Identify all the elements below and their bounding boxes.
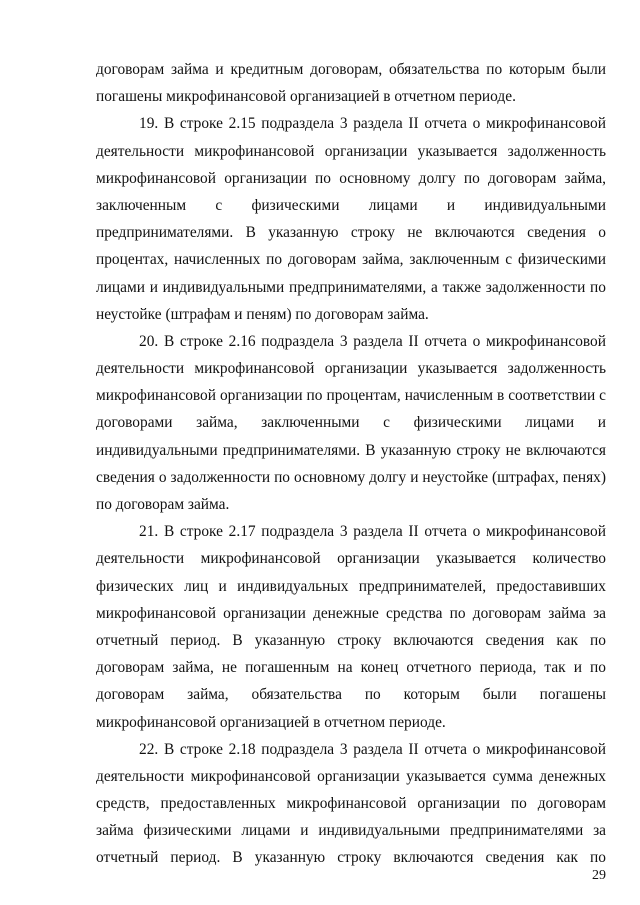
text-line: займа физическими лицами и индивидуальными предпринимателями за — [96, 822, 606, 840]
text-line: 19. В строке 2.15 подраздела 3 раздела II отчета о микрофинансовой — [139, 115, 606, 133]
text-line: индивидуальными предпринимателями. В указанную строку не включаются — [96, 441, 606, 459]
text-line: отчетный период. В указанную строку включаются сведения как по — [96, 849, 606, 867]
text-line: договорам займа и кредитным договорам, обязательства по которым были — [96, 61, 606, 78]
text-line: неустойке (штрафам и пеням) по договорам займа. — [96, 305, 429, 323]
text-line: 22. В строке 2.18 подраздела 3 раздела II отчета о микрофинансовой — [139, 740, 606, 758]
text-line: 20. В строке 2.16 подраздела 3 раздела II отчета о микрофинансовой — [139, 332, 606, 350]
text-line: деятельности микрофинансовой организации указывается задолженность — [96, 360, 606, 378]
text-line: микрофинансовой организации по процентам, начисленным в соответствии с — [96, 387, 606, 405]
text-line: отчетный период. В указанную строку включаются сведения как по — [96, 631, 606, 649]
text-line: договорам займа, обязательства по которым были погашены — [96, 686, 606, 704]
paragraph-item-20 — [96, 328, 606, 518]
paragraph-item-21 — [96, 518, 606, 736]
text-line: процентах, начисленных по договорам займа, заключенным с физическими — [96, 251, 606, 269]
paragraph-item-19 — [96, 110, 606, 328]
page-number: 29 — [592, 868, 606, 883]
text-line: микрофинансовой организации денежные средства по договорам займа за — [96, 604, 606, 622]
text-line: микрофинансовой организации по основному долгу по договорам займа, — [96, 169, 606, 187]
paragraph-item-22 — [96, 736, 606, 872]
text-line: 21. В строке 2.17 подраздела 3 раздела II отчета о микрофинансовой — [139, 523, 606, 541]
text-line: микрофинансовой организацией в отчетном периоде. — [96, 713, 446, 731]
text-line: физических лиц и индивидуальных предпринимателей, предоставивших — [96, 577, 606, 595]
text-line: договорам займа, не погашенным на конец отчетного периода, так и по — [96, 659, 606, 677]
text-line: деятельности микрофинансовой организации указывается задолженность — [96, 142, 606, 160]
text-line: предпринимателями. В указанную строку не включаются сведения о — [96, 224, 606, 242]
text-line: договорами займа, заключенными с физическими лицами и — [96, 414, 606, 432]
text-line: средств, предоставленных микрофинансовой организации по договорам — [96, 795, 606, 813]
text-line: лицами и индивидуальными предпринимателями, а также задолженности по — [96, 278, 606, 296]
document-body — [96, 56, 606, 872]
paragraph-continuation — [96, 56, 606, 110]
text-line: деятельности микрофинансовой организации указывается сумма денежных — [96, 767, 606, 785]
text-line: деятельности микрофинансовой организации указывается количество — [96, 550, 606, 568]
text-line: погашены микрофинансовой организацией в отчетном периоде. — [96, 88, 516, 106]
text-line: заключенным с физическими лицами и индивидуальными — [96, 196, 606, 214]
text-line: сведения о задолженности по основному долгу и неустойке (штрафах, пенях) — [96, 468, 606, 486]
text-line: по договорам займа. — [96, 496, 230, 513]
